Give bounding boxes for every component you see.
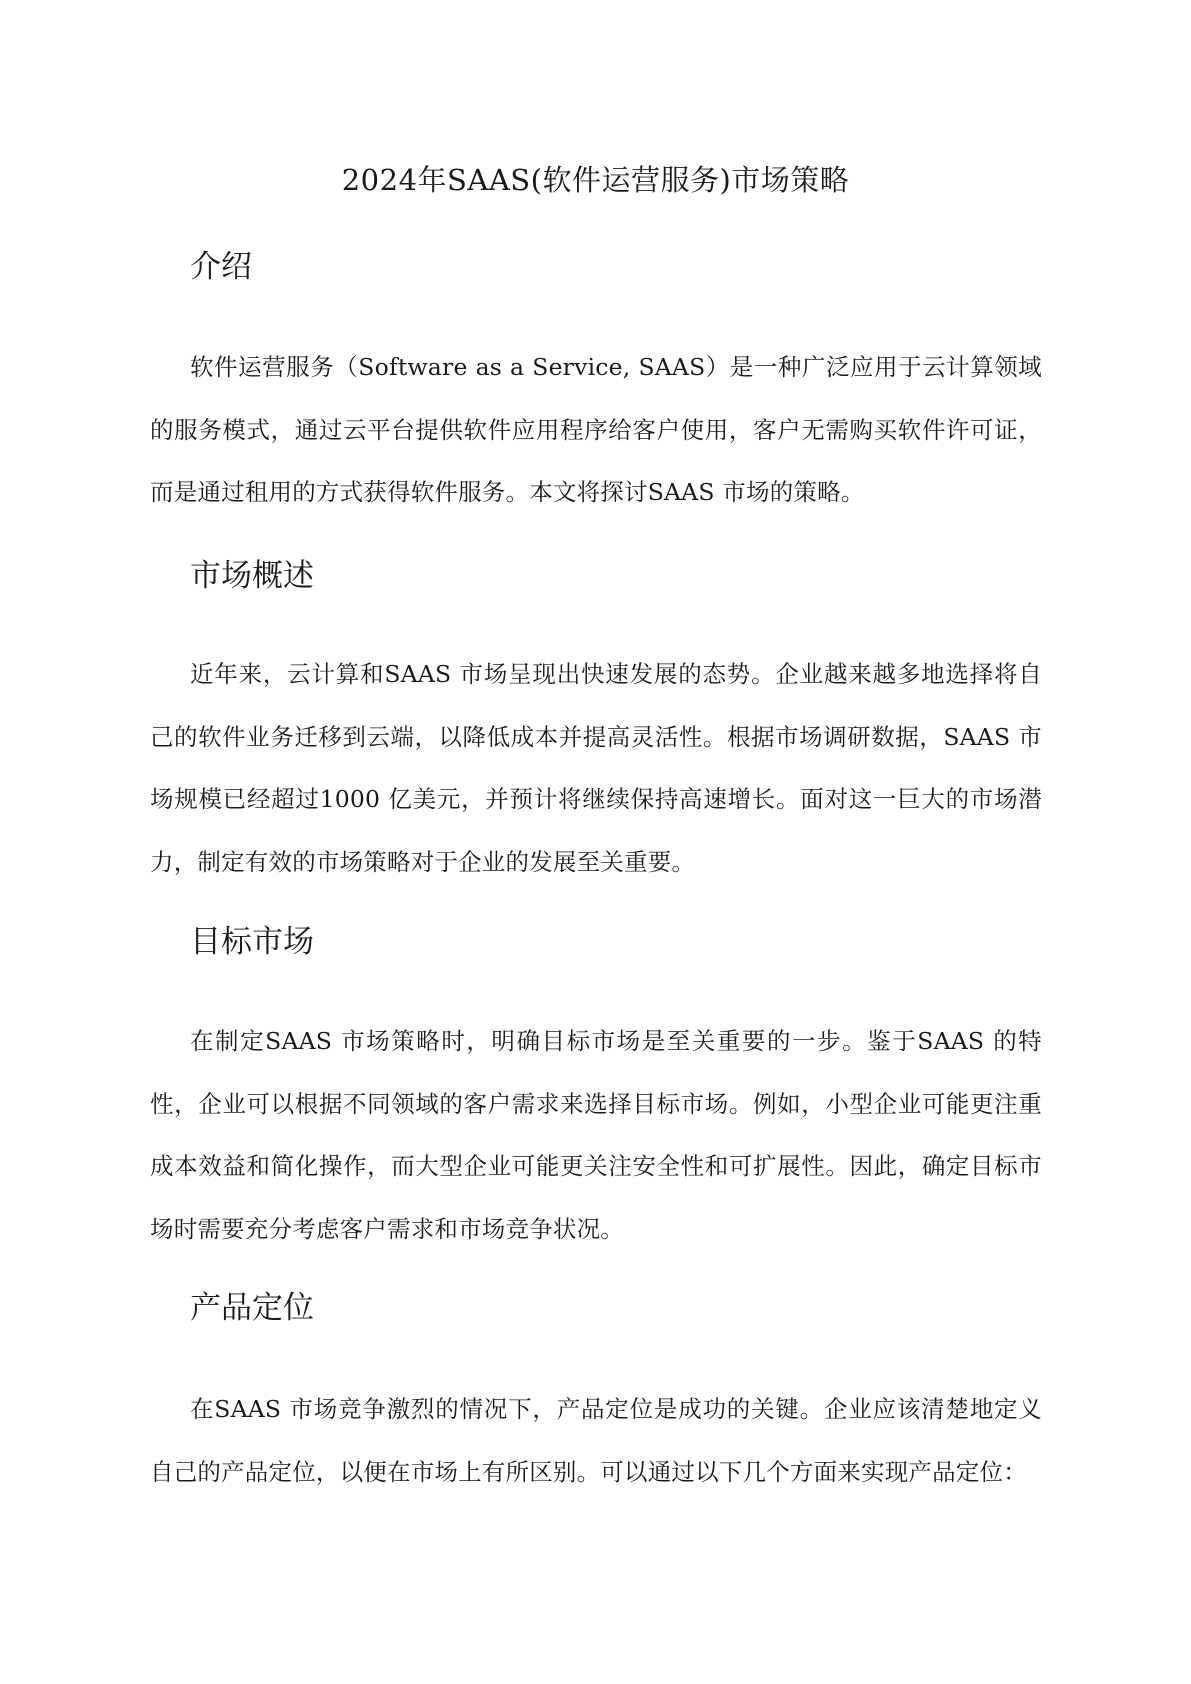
section-paragraph-market-overview: 近年来，云计算和SAAS 市场呈现出快速发展的态势。企业越来越多地选择将自己的软件业务迁移到云端，以降低成本并提高灵活性。根据市场调研数据，SAAS 市场规模已经超过1000 亿美元，并预计将继续保持高速增长。面对这一巨大的市场潜力，制定有效的市场策略对于企业的发展至关重要。 xyxy=(150,660,1042,876)
section-heading-introduction: 介绍 xyxy=(190,249,252,285)
document-title: 2024年SAAS(软件运营服务)市场策略 xyxy=(341,163,850,197)
section-paragraph-target-market: 在制定SAAS 市场策略时，明确目标市场是至关重要的一步。鉴于SAAS 的特性，企业可以根据不同领域的客户需求来选择目标市场。例如，小型企业可能更注重成本效益和简化操作，而大型企业可能更关注安全性和可扩展性。因此，确定目标市场时需要充分考虑客户需求和市场竞争状况。 xyxy=(150,1027,1042,1243)
section-heading-target-market: 目标市场 xyxy=(190,924,314,960)
section-heading-market-overview: 市场概述 xyxy=(190,558,314,594)
section-paragraph-introduction: 软件运营服务（Software as a Service, SAAS）是一种广泛应用于云计算领域的服务模式，通过云平台提供软件应用程序给客户使用，客户无需购买软件许可证，而是通过租用的方式获得软件服务。本文将探讨SAAS 市场的策略。 xyxy=(150,353,1042,506)
section-heading-product-positioning: 产品定位 xyxy=(190,1290,314,1326)
section-paragraph-product-positioning: 在SAAS 市场竞争激烈的情况下，产品定位是成功的关键。企业应该清楚地定义自己的产品定位，以便在市场上有所区别。可以通过以下几个方面来实现产品定位： xyxy=(150,1395,1042,1486)
